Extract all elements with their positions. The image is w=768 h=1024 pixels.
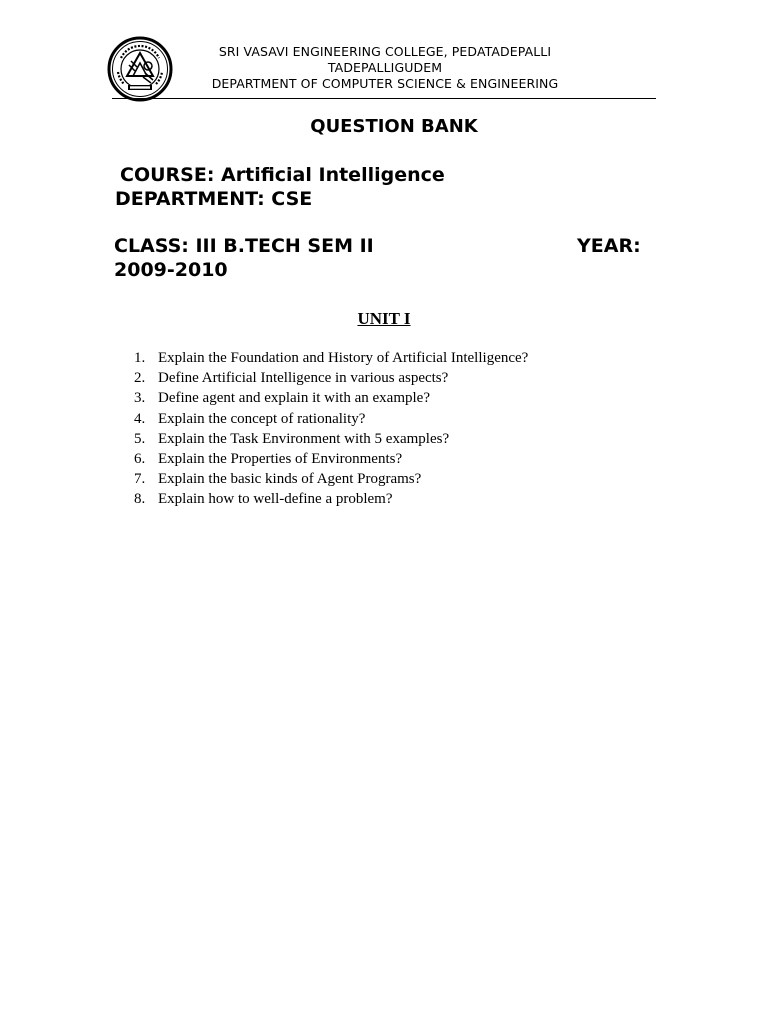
list-item (134, 409, 528, 429)
question-number: 1. (134, 350, 146, 366)
college-department: DEPARTMENT OF COMPUTER SCIENCE & ENGINEERING (211, 76, 559, 91)
college-header (180, 44, 590, 92)
question-text: Define Artificial Intelligence in various aspects? (158, 370, 449, 387)
document-title: QUESTION BANK (310, 116, 478, 137)
list-item (134, 449, 528, 469)
class-line: CLASS: III B.TECH SEM II (114, 235, 374, 257)
question-text: Explain how to well-define a problem? (158, 491, 393, 508)
year-label: YEAR: (577, 235, 641, 257)
list-item (134, 348, 528, 368)
course-line: COURSE: Artificial Intelligence (120, 164, 445, 186)
question-number: 3. (134, 390, 146, 407)
year-value: 2009-2010 (114, 259, 228, 281)
question-number: 6. (134, 451, 146, 468)
question-text: Explain the concept of rationality? (158, 410, 366, 427)
list-item (134, 368, 528, 388)
list-item (134, 489, 528, 509)
question-text: Explain the Task Environment with 5 examples? (158, 430, 450, 447)
header-divider (112, 98, 656, 99)
question-text: Explain the basic kinds of Agent Programs? (158, 471, 422, 488)
question-number: 7. (134, 471, 146, 488)
unit-heading: UNIT I (357, 309, 411, 328)
list-item (134, 429, 528, 449)
list-item (134, 388, 528, 408)
question-text: Define agent and explain it with an example? (158, 390, 430, 407)
question-text: Explain the Foundation and History of Artificial Intelligence? (158, 350, 529, 366)
question-number: 5. (134, 430, 146, 447)
college-emblem-icon (107, 36, 173, 102)
college-name: SRI VASAVI ENGINEERING COLLEGE, PEDATADEPALLI (218, 44, 552, 59)
question-number: 2. (134, 370, 146, 387)
question-text: Explain the Properties of Environments? (158, 451, 403, 468)
list-item (134, 469, 528, 489)
question-number: 4. (134, 410, 146, 427)
question-number: 8. (134, 491, 146, 508)
college-town: TADEPALLIGUDEM (327, 60, 443, 75)
department-line: DEPARTMENT: CSE (115, 188, 313, 210)
question-list (134, 348, 528, 510)
